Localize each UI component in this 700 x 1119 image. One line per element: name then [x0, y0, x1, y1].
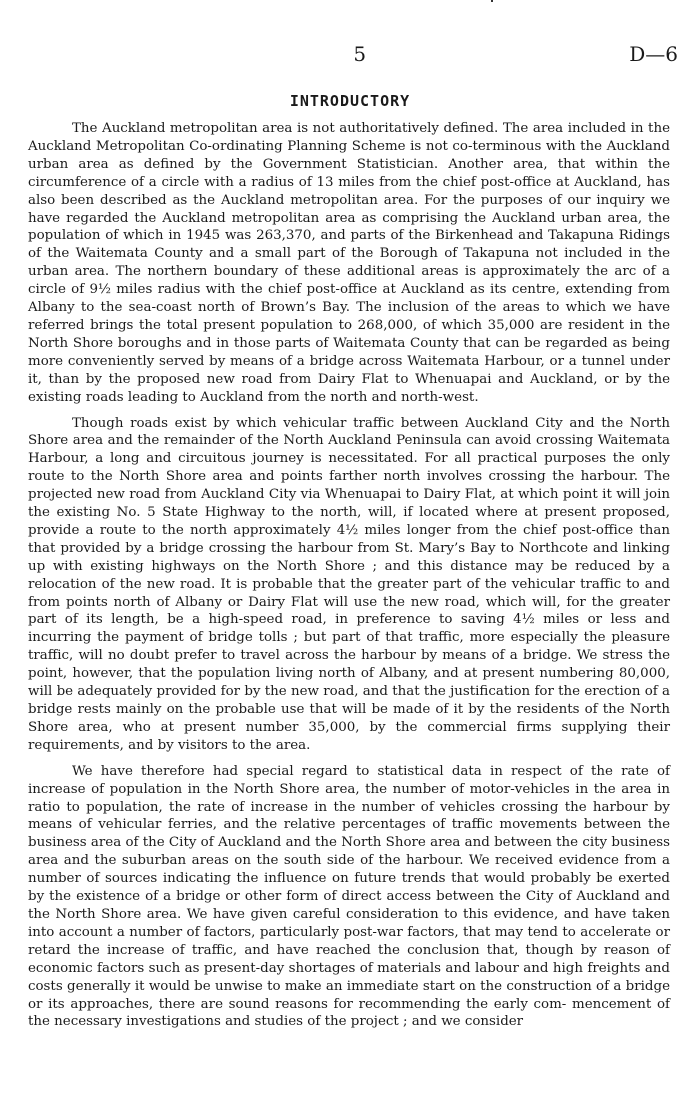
scan-mark — [491, 0, 493, 2]
paragraph-2: Though roads exist by which vehicular traffic between Auckland City and the North Shore area and the remainder of the North Auckland Peninsula can avoid crossing Waitemata Harbour, a long and circuitous journey is necessitated. For all practical purposes the only route to the North Shore area and points farther north involves crossing the harbour. The projected new road from Auckland City via Whenuapai to Dairy Flat, at which point it will join the existing No. 5 State Highway to the north, will, if located where at present proposed, provide a route to the north approximately 4½ miles longer from the chief post-office than that provided by a bridge crossing the harbour from St. Mary’s Bay to Northcote and linking up with existing highways on the North Shore ; and this distance may be reduced by a relocation of the new road. It is probable that the greater part of the vehicular traffic to and from points north of Albany or Dairy Flat will use the new road, which will, for the greater part of its length, be a high-speed road, in preference to saving 4½ miles or less and incurring the payment of bridge tolls ; but part of that traffic, more especially the pleasure traffic, will no doubt prefer to travel across the harbour by means of a bridge. We stress the point, however, that the population living north of Albany, and at present numbering 80,000, will be adequately provided for by the new road, and that the justification for the erection of a bridge rests mainly on the probable use that will be made of it by the residents of the North Shore area, who at present number 35,000, by the commercial firms supplying their requirements, and by visitors to the area. — [28, 415, 670, 753]
paragraph-1: The Auckland metropolitan area is not authoritatively defined. The area included in the Auckland Metropolitan Co-ordinating Planning Scheme is not co-terminous with the Auckland urban area as defined by the Government Statistician. Another area, that within the circumference of a circle with a radius of 13 miles from the chief post-office at Auckland, has also been described as the Auckland metropolitan area. For the purposes of our inquiry we have regarded the Auckland metropolitan area as comprising the Auckland urban area, the population of which in 1945 was 263,370, and parts of the Birkenhead and Takapuna Ridings of the Waitemata County and a small part of the Borough of Takapuna not included in the urban area. The northern boundary of these additional areas is approximately the arc of a circle of 9½ miles radius with the chief post-office at Auckland as its centre, extending from Albany to the sea-coast north of Brown’s Bay. The inclusion of the areas to which we have referred brings the total present population to 268,000, of which 35,000 are resident in the North Shore boroughs and in those parts of Waitemata County that can be regarded as being more conveniently served by means of a bridge across Waitemata Harbour, or a tunnel under it, than by the proposed new road from Dairy Flat to Whenuapai and Auckland, or by the existing roads leading to Auckland from the north and north-west. — [28, 121, 670, 405]
body-text — [28, 120, 670, 1039]
section-heading: INTRODUCTORY — [289, 92, 411, 110]
page-number: 5 — [353, 42, 367, 66]
paragraph-3: We have therefore had special regard to statistical data in respect of the rate of increase of population in the North Shore area, the number of motor-vehicles in the area in ratio to population, the rate of increase in the number of vehicles crossing the harbour by means of vehicular ferries, and the relative percentages of traffic movements between the business area of the City of Auckland and the North Shore area and between the city business area and the suburban areas on the south side of the harbour. We received evidence from a number of sources indicating the influence on future trends that would probably be exerted by the existence of a bridge or other form of direct access between the City of Auckland and the North Shore area. We have given careful consideration to this evidence, and have taken into account a number of factors, particularly post-war factors, that may tend to accelerate or retard the increase of traffic, and have reached the conclusion that, though by reason of economic factors such as present-day shortages of materials and labour and high freights and costs generally it would be unwise to make an immediate start on the construction of a bridge or its approaches, there are sound reasons for recommending the early com- mencement of the necessary investigations and studies of the project ; and we consider — [28, 763, 670, 1030]
document-reference: D—6 — [629, 42, 678, 66]
